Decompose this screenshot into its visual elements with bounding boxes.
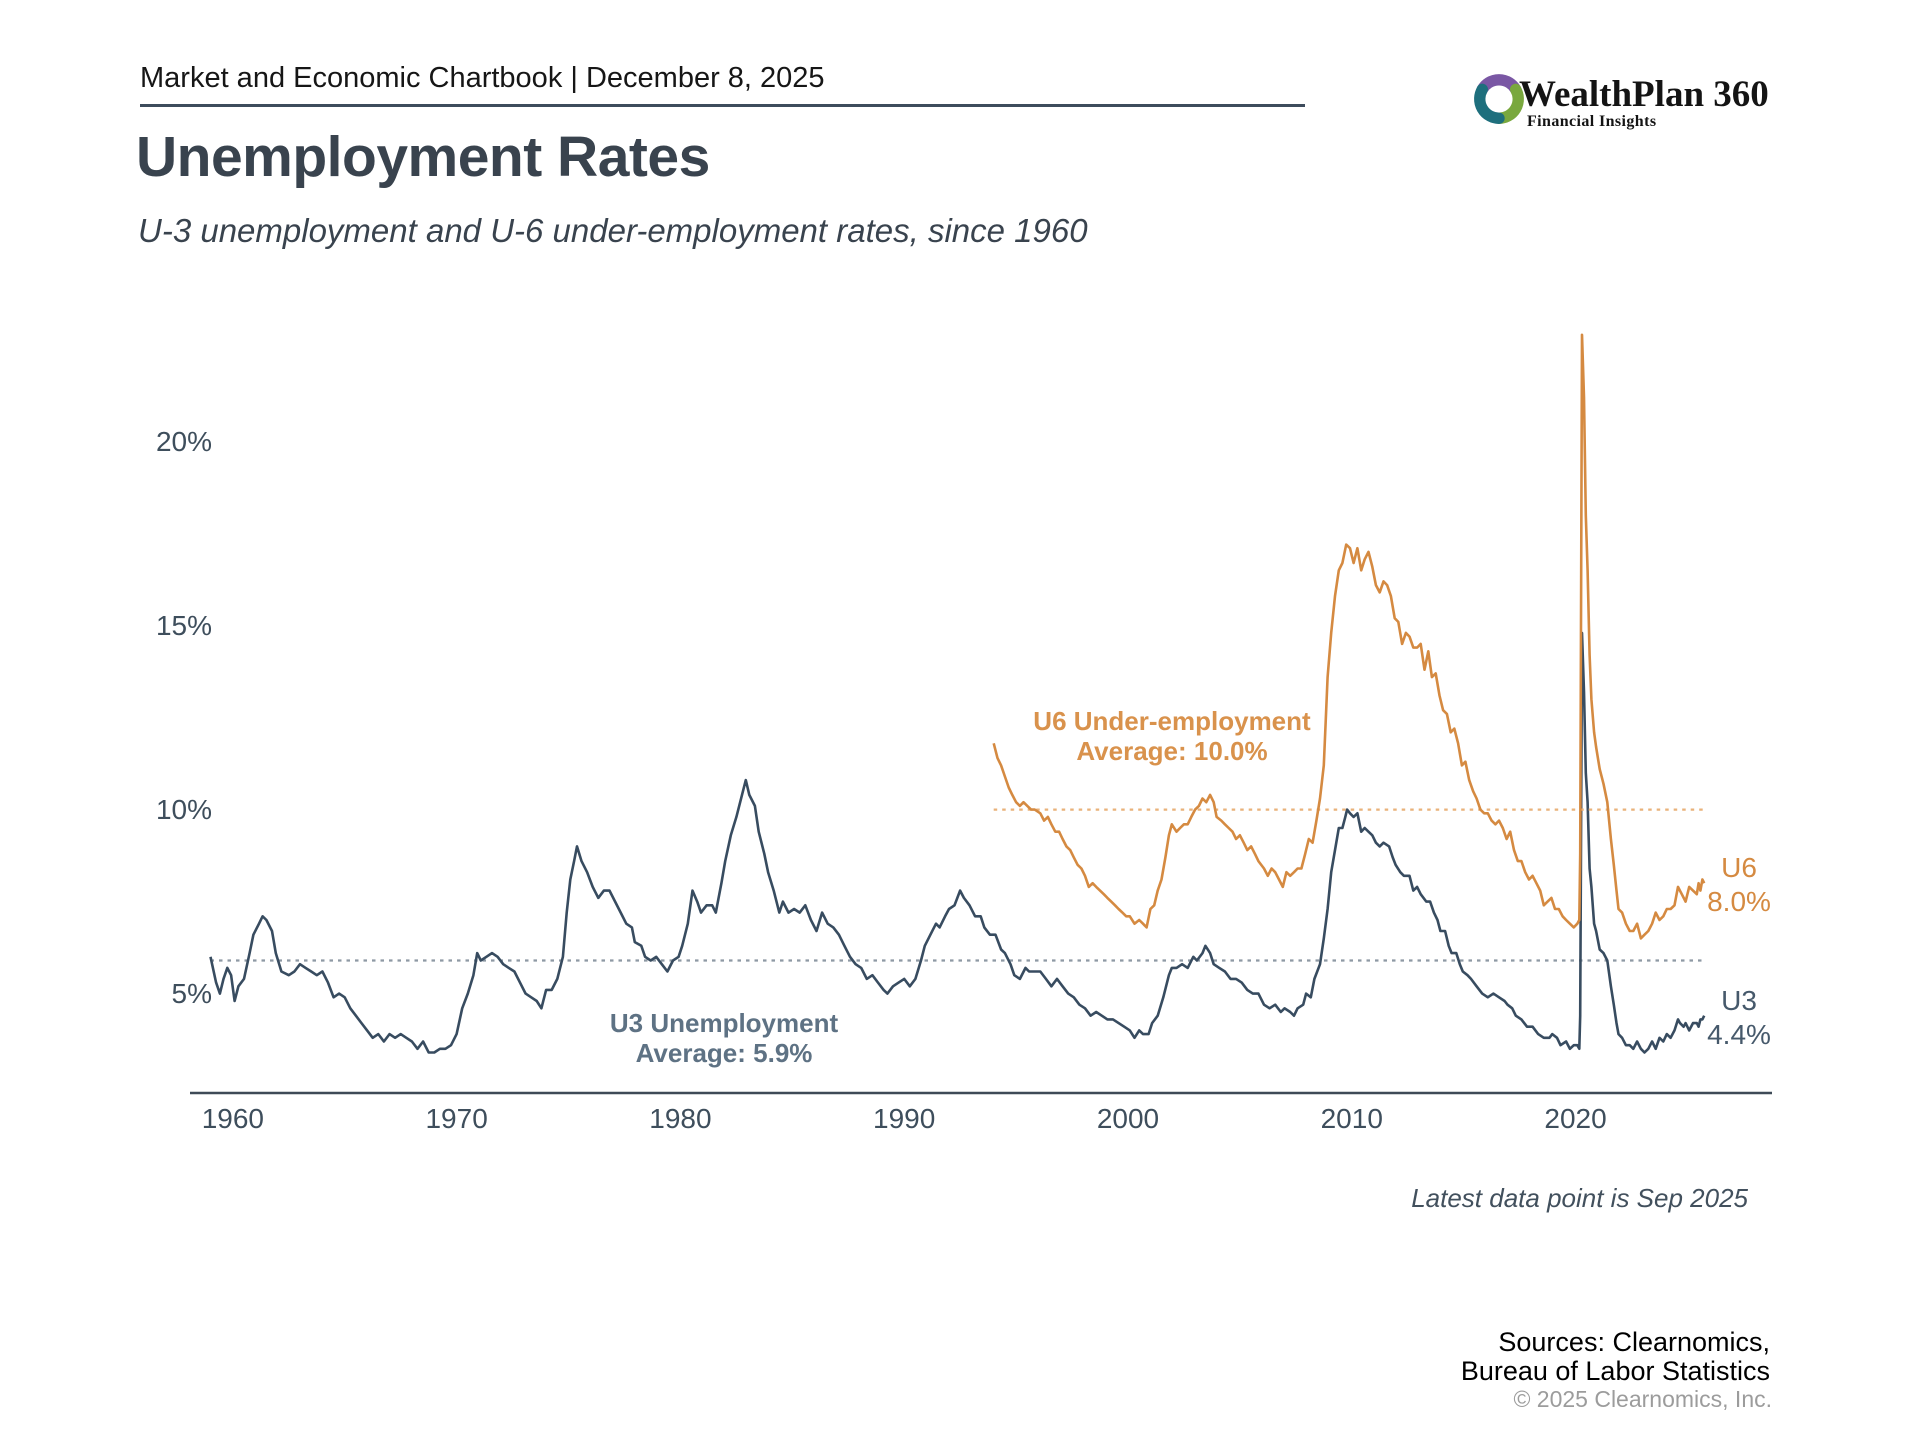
u6-end-name: U6 [1721,852,1757,883]
x-tick-1980: 1980 [649,1103,712,1134]
u3-end-value: 4.4% [1707,1019,1771,1050]
y-tick-10%: 10% [155,793,212,825]
page-title: Unemployment Rates [136,125,710,189]
u6-line [994,335,1704,939]
chartbook-header: Market and Economic Chartbook | December 8, 2025 [140,62,825,94]
u3-annotation-line1: U3 Unemployment [609,1008,839,1038]
u6-average-annotation [1033,706,1310,766]
y-tick-20%: 20% [155,425,212,457]
sources-line1: Sources: Clearnomics, [1498,1327,1770,1357]
latest-data-note: Latest data point is Sep 2025 [1411,1183,1748,1213]
logo-tagline: Financial Insights [1527,113,1657,130]
u6-annotation-line2: Average: 10.0% [1076,736,1268,766]
x-tick-2020: 2020 [1544,1103,1607,1134]
sources-line2: Bureau of Labor Statistics [1460,1356,1770,1386]
x-tick-1990: 1990 [873,1103,936,1134]
u3-line [211,633,1705,1053]
page-subtitle: U-3 unemployment and U-6 under-employment rates, since 1960 [138,212,1088,249]
u6-series-end-label [1707,851,1771,919]
u6-annotation-line1: U6 Under-employment [1033,706,1311,736]
y-tick-5%: 5% [171,977,212,1009]
x-tick-1960: 1960 [201,1103,264,1134]
x-tick-2010: 2010 [1320,1103,1383,1134]
x-tick-1970: 1970 [425,1103,488,1134]
u3-annotation-line2: Average: 5.9% [635,1038,813,1068]
y-tick-15%: 15% [155,609,212,641]
u3-end-name: U3 [1721,985,1757,1016]
copyright-note: © 2025 Clearnomics, Inc. [1513,1386,1772,1412]
u3-average-annotation [610,1008,838,1068]
u6-end-value: 8.0% [1707,886,1771,917]
x-tick-2000: 2000 [1096,1103,1160,1134]
sources-note [1461,1328,1770,1386]
u3-series-end-label [1707,984,1771,1052]
logo-brand-name: WealthPlan 360 [1519,74,1769,115]
